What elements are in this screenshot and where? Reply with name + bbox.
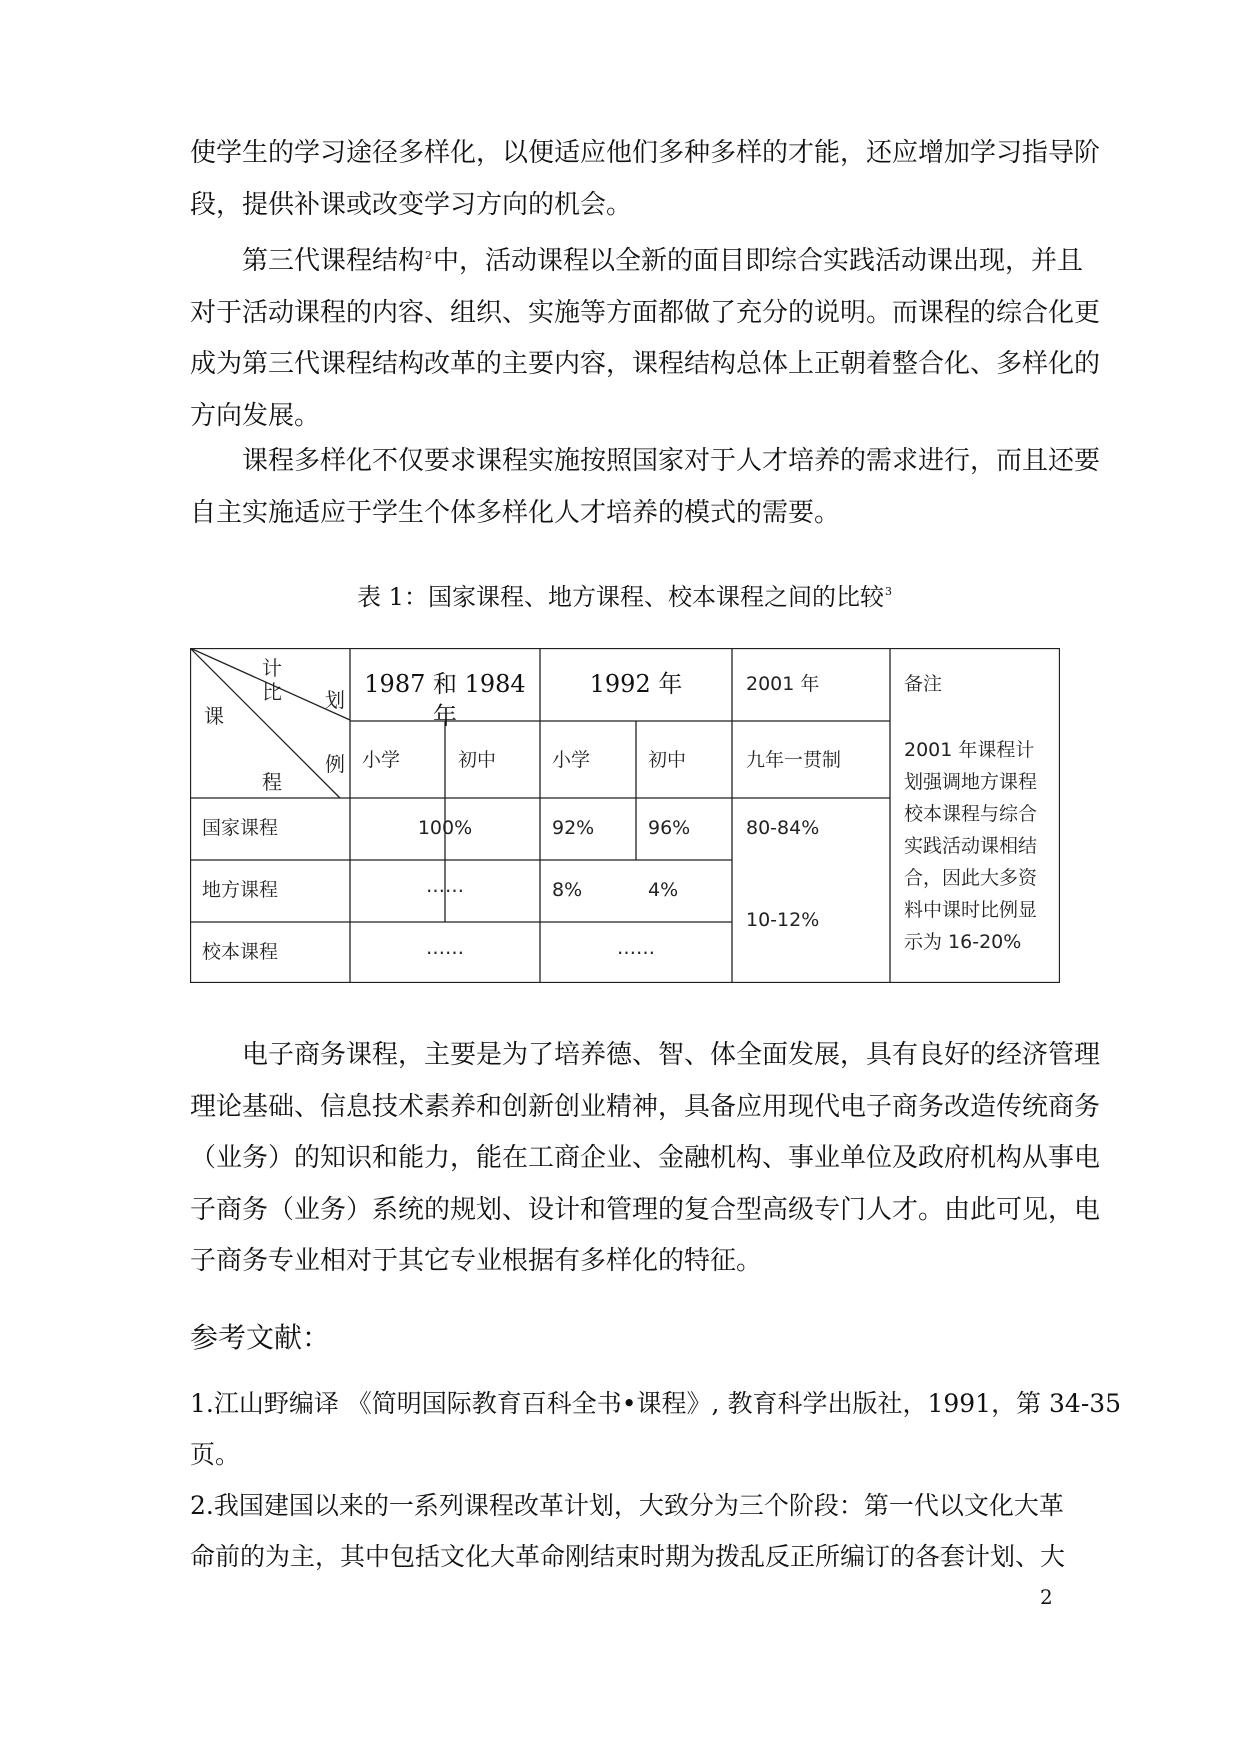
diagonal-label: 例	[325, 752, 345, 776]
text-line: 子商务专业相对于其它专业根据有多样化的特征。	[190, 1246, 763, 1276]
year-header: 1992 年	[589, 670, 683, 698]
year-header: 1987 和 1984 年	[364, 670, 526, 730]
text-line: 命前的为主，其中包括文化大革命刚结束时期为拨乱反正所编订的各套计划、大	[190, 1542, 1066, 1571]
page-number: 2	[1040, 1585, 1053, 1609]
diagonal-label: 计	[262, 656, 282, 680]
text-line: 自主实施适应于学生个体多样化人才培养的模式的需要。	[190, 497, 841, 528]
footnote-marker: 3	[884, 585, 892, 598]
table-cell: ……	[426, 937, 464, 959]
paragraph-4	[190, 1030, 1101, 1288]
sub-header: 九年一贯制	[746, 749, 842, 771]
diagonal-label: 划	[325, 688, 345, 712]
diagonal-label: 比	[262, 680, 282, 704]
remark-header: 备注	[904, 673, 943, 695]
table-cell: 4%	[648, 879, 679, 901]
references-heading: 参考文献：	[190, 1321, 331, 1354]
paragraph-2	[190, 230, 1101, 442]
reference-item	[190, 1480, 1066, 1582]
text-fragment: 第三代课程结构	[242, 246, 425, 276]
caption-text: 表 1：国家课程、地方课程、校本课程之间的比较	[357, 583, 884, 611]
remark-line: 实践活动课相结	[904, 835, 1038, 857]
text-line	[190, 230, 1084, 288]
remark-line: 划强调地方课程	[904, 771, 1038, 793]
text-line: 成为第三代课程结构改革的主要内容，课程结构总体上正朝着整合化、多样化的	[190, 349, 1101, 379]
remark-line: 料中课时比例显	[904, 899, 1038, 921]
table-cell: 96%	[648, 817, 691, 839]
comparison-table	[190, 648, 1060, 983]
text-line: 页。	[190, 1440, 241, 1469]
text-line: 1.江山野编译 《简明国际教育百科全书•课程》, 教育科学出版社，1991，第 34-35	[190, 1389, 1122, 1418]
row-label: 国家课程	[202, 817, 279, 839]
table-caption	[190, 575, 1060, 614]
reference-item	[190, 1378, 1122, 1480]
text-line: 理论基础、信息技术素养和创新创业精神，具备应用现代电子商务改造传统商务	[190, 1091, 1101, 1122]
year-header: 2001 年	[746, 673, 820, 695]
paragraph-1	[190, 128, 1101, 231]
table-cell: 100%	[417, 817, 473, 839]
table-cell: 8%	[552, 879, 583, 901]
row-label: 校本课程	[202, 941, 279, 963]
sub-header: 初中	[458, 749, 497, 771]
diagonal-label: 程	[262, 770, 282, 794]
text-line: 对于活动课程的内容、组织、实施等方面都做了充分的说明。而课程的综合化更	[190, 297, 1101, 328]
text-line: 子商务（业务）系统的规划、设计和管理的复合型高级专门人才。由此可见，电	[190, 1194, 1101, 1225]
sub-header: 小学	[362, 749, 401, 771]
text-line: 电子商务课程，主要是为了培养德、智、体全面发展，具有良好的经济管理	[242, 1040, 1101, 1070]
remark-cell	[904, 734, 1054, 958]
table-cell: ……	[426, 875, 464, 897]
remark-line: 合，因此大多资	[904, 867, 1038, 889]
remark-line: 校本课程与综合	[904, 803, 1038, 825]
footnote-marker: 2	[425, 249, 433, 262]
row-label: 地方课程	[202, 879, 279, 901]
text-fragment: 中，活动课程以全新的面目即综合实践活动课出现，并且	[433, 246, 1084, 276]
text-line: 2.我国建国以来的一系列课程改革计划，大致分为三个阶段：第一代以文化大革	[190, 1491, 1064, 1520]
remark-line: 2001 年课程计	[904, 739, 1035, 761]
sub-header: 初中	[648, 749, 687, 771]
text-line: 课程多样化不仅要求课程实施按照国家对于人才培养的需求进行，而且还要	[242, 446, 1101, 476]
table-cell: 92%	[552, 817, 595, 839]
sub-header: 小学	[552, 749, 591, 771]
remark-line: 示为 16-20%	[904, 931, 1022, 953]
table-cell: 80-84%	[746, 817, 820, 839]
text-line: 段，提供补课或改变学习方向的机会。	[190, 189, 633, 220]
paragraph-3	[190, 436, 1101, 539]
text-line: 使学生的学习途径多样化，以便适应他们多种多样的才能，还应增加学习指导阶	[190, 138, 1101, 168]
text-line: （业务）的知识和能力，能在工商企业、金融机构、事业单位及政府机构从事电	[190, 1143, 1101, 1173]
table-cell-merged: 10-12%	[746, 909, 820, 931]
diagonal-label: 课	[204, 704, 224, 728]
text-line: 方向发展。	[190, 400, 321, 431]
table-cell: ……	[617, 937, 655, 959]
